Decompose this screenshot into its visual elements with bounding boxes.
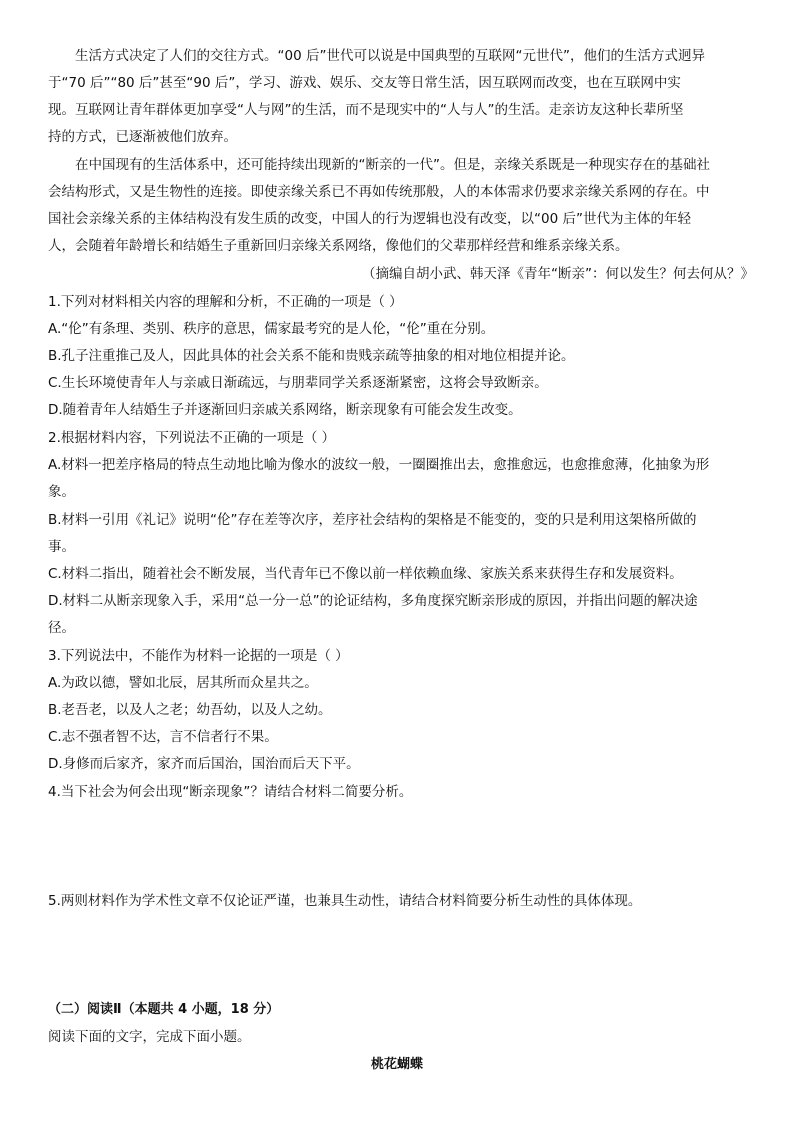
question-2-stem: 2.根据材料内容，下列说法不正确的一项是（ ） (48, 430, 336, 446)
passage-p1-line: 现。互联网让青年群体更加享受“人与网”的生活，而不是现实中的“人与人”的生活。走亲访友这种长辈所坚 (48, 102, 684, 118)
question-3-stem: 3.下列说法中，不能作为材料一论据的一项是（ ） (48, 648, 349, 664)
question-2-option-c: C.材料二指出，随着社会不断发展，当代青年已不像以前一样依赖血缘、家族关系来获得生存和发展资料。 (48, 566, 683, 582)
question-1-option-b: B.孔子注重推己及人，因此具体的社会关系不能和贵贱亲疏等抽象的相对地位相提并论。 (48, 348, 575, 364)
question-5-stem: 5.两则材料作为学术性文章不仅论证严谨，也兼具生动性，请结合材料简要分析生动性的具体体现。 (48, 893, 642, 909)
question-1-option-d: D.随着青年人结婚生子并逐渐回归亲戚关系网络，断亲现象有可能会发生改变。 (48, 402, 522, 418)
passage-p2-line: 会结构形式，又是生物性的连接。即使亲缘关系已不再如传统那般，人的本体需求仍要求亲缘关系网的存在。中 (48, 184, 710, 200)
question-2-option-b-cont: 事。 (48, 539, 75, 555)
question-2-option-a-cont: 象。 (48, 484, 75, 500)
question-1-option-a: A.“伦”有条理、类别、秩序的意思，儒家最考究的是人伦，“伦”重在分别。 (48, 321, 495, 337)
question-4-stem: 4.当下社会为何会出现“断亲现象”？请结合材料二简要分析。 (48, 784, 413, 800)
section-2-title: 桃花蝴蝶 (370, 1057, 423, 1072)
section-2-instruction: 阅读下面的文字，完成下面小题。 (48, 1029, 251, 1045)
question-2-option-d: D.材料二从断亲现象入手，采用“总一分一总”的论证结构，多角度探究断亲形成的原因，并指出问题的解决途 (48, 593, 698, 609)
question-2-option-d-cont: 径。 (48, 620, 75, 636)
question-3-option-b: B.老吾老，以及人之老；幼吾幼，以及人之幼。 (48, 702, 332, 718)
passage-p1-line: 于“70 后”“80 后”甚至“90 后”，学习、游戏、娱乐、交友等日常生活，因互联网而改变，也在互联网中实 (48, 75, 681, 91)
passage-p1-line: 持的方式，已逐渐被他们放弃。 (48, 129, 237, 145)
question-2-option-b: B.材料一引用《礼记》说明“伦”存在差等次序，差序社会结构的架格是不能变的，变的只是利用这架格所做的 (48, 512, 697, 528)
section-2-heading: （二）阅读Ⅱ（本题共 4 小题，18 分） (48, 1002, 280, 1017)
passage-p2-line: 国社会亲缘关系的主体结构没有发生质的改变，中国人的行为逻辑也没有改变，以“00 后”世代为主体的年轻 (48, 211, 691, 227)
question-1-option-c: C.生长环境使青年人与亲戚日渐疏远，与朋辈同学关系逐渐紧密，这将会导致断亲。 (48, 375, 548, 391)
question-3-option-a: A.为政以德，譬如北辰，居其所而众星共之。 (48, 675, 318, 691)
question-3-option-d: D.身修而后家齐，家齐而后国治，国治而后天下平。 (48, 756, 360, 772)
passage-p1-line: 生活方式决定了人们的交往方式。“00 后”世代可以说是中国典型的互联网“元世代”，他们的生活方式迥异 (75, 48, 705, 64)
question-3-option-c: C.志不强者智不达，言不信者行不果。 (48, 729, 278, 745)
passage-source: （摘编自胡小武、韩天泽《青年“断亲”：何以发生？何去何从？》 (362, 266, 754, 282)
question-2-option-a: A.材料一把差序格局的特点生动地比喻为像水的波纹一般，一圈圈推出去，愈推愈远，也愈推愈薄，化抽象为形 (48, 457, 710, 473)
question-1-stem: 1.下列对材料相关内容的理解和分析，不正确的一项是（ ） (48, 294, 403, 310)
passage-p2-line: 在中国现有的生活体系中，还可能持续出现新的“断亲的一代”。但是，亲缘关系既是一种现实存在的基础社 (75, 157, 710, 173)
passage-p2-line: 人，会随着年龄增长和结婚生子重新回归亲缘关系网络，像他们的父辈那样经营和维系亲缘关系。 (48, 238, 629, 254)
